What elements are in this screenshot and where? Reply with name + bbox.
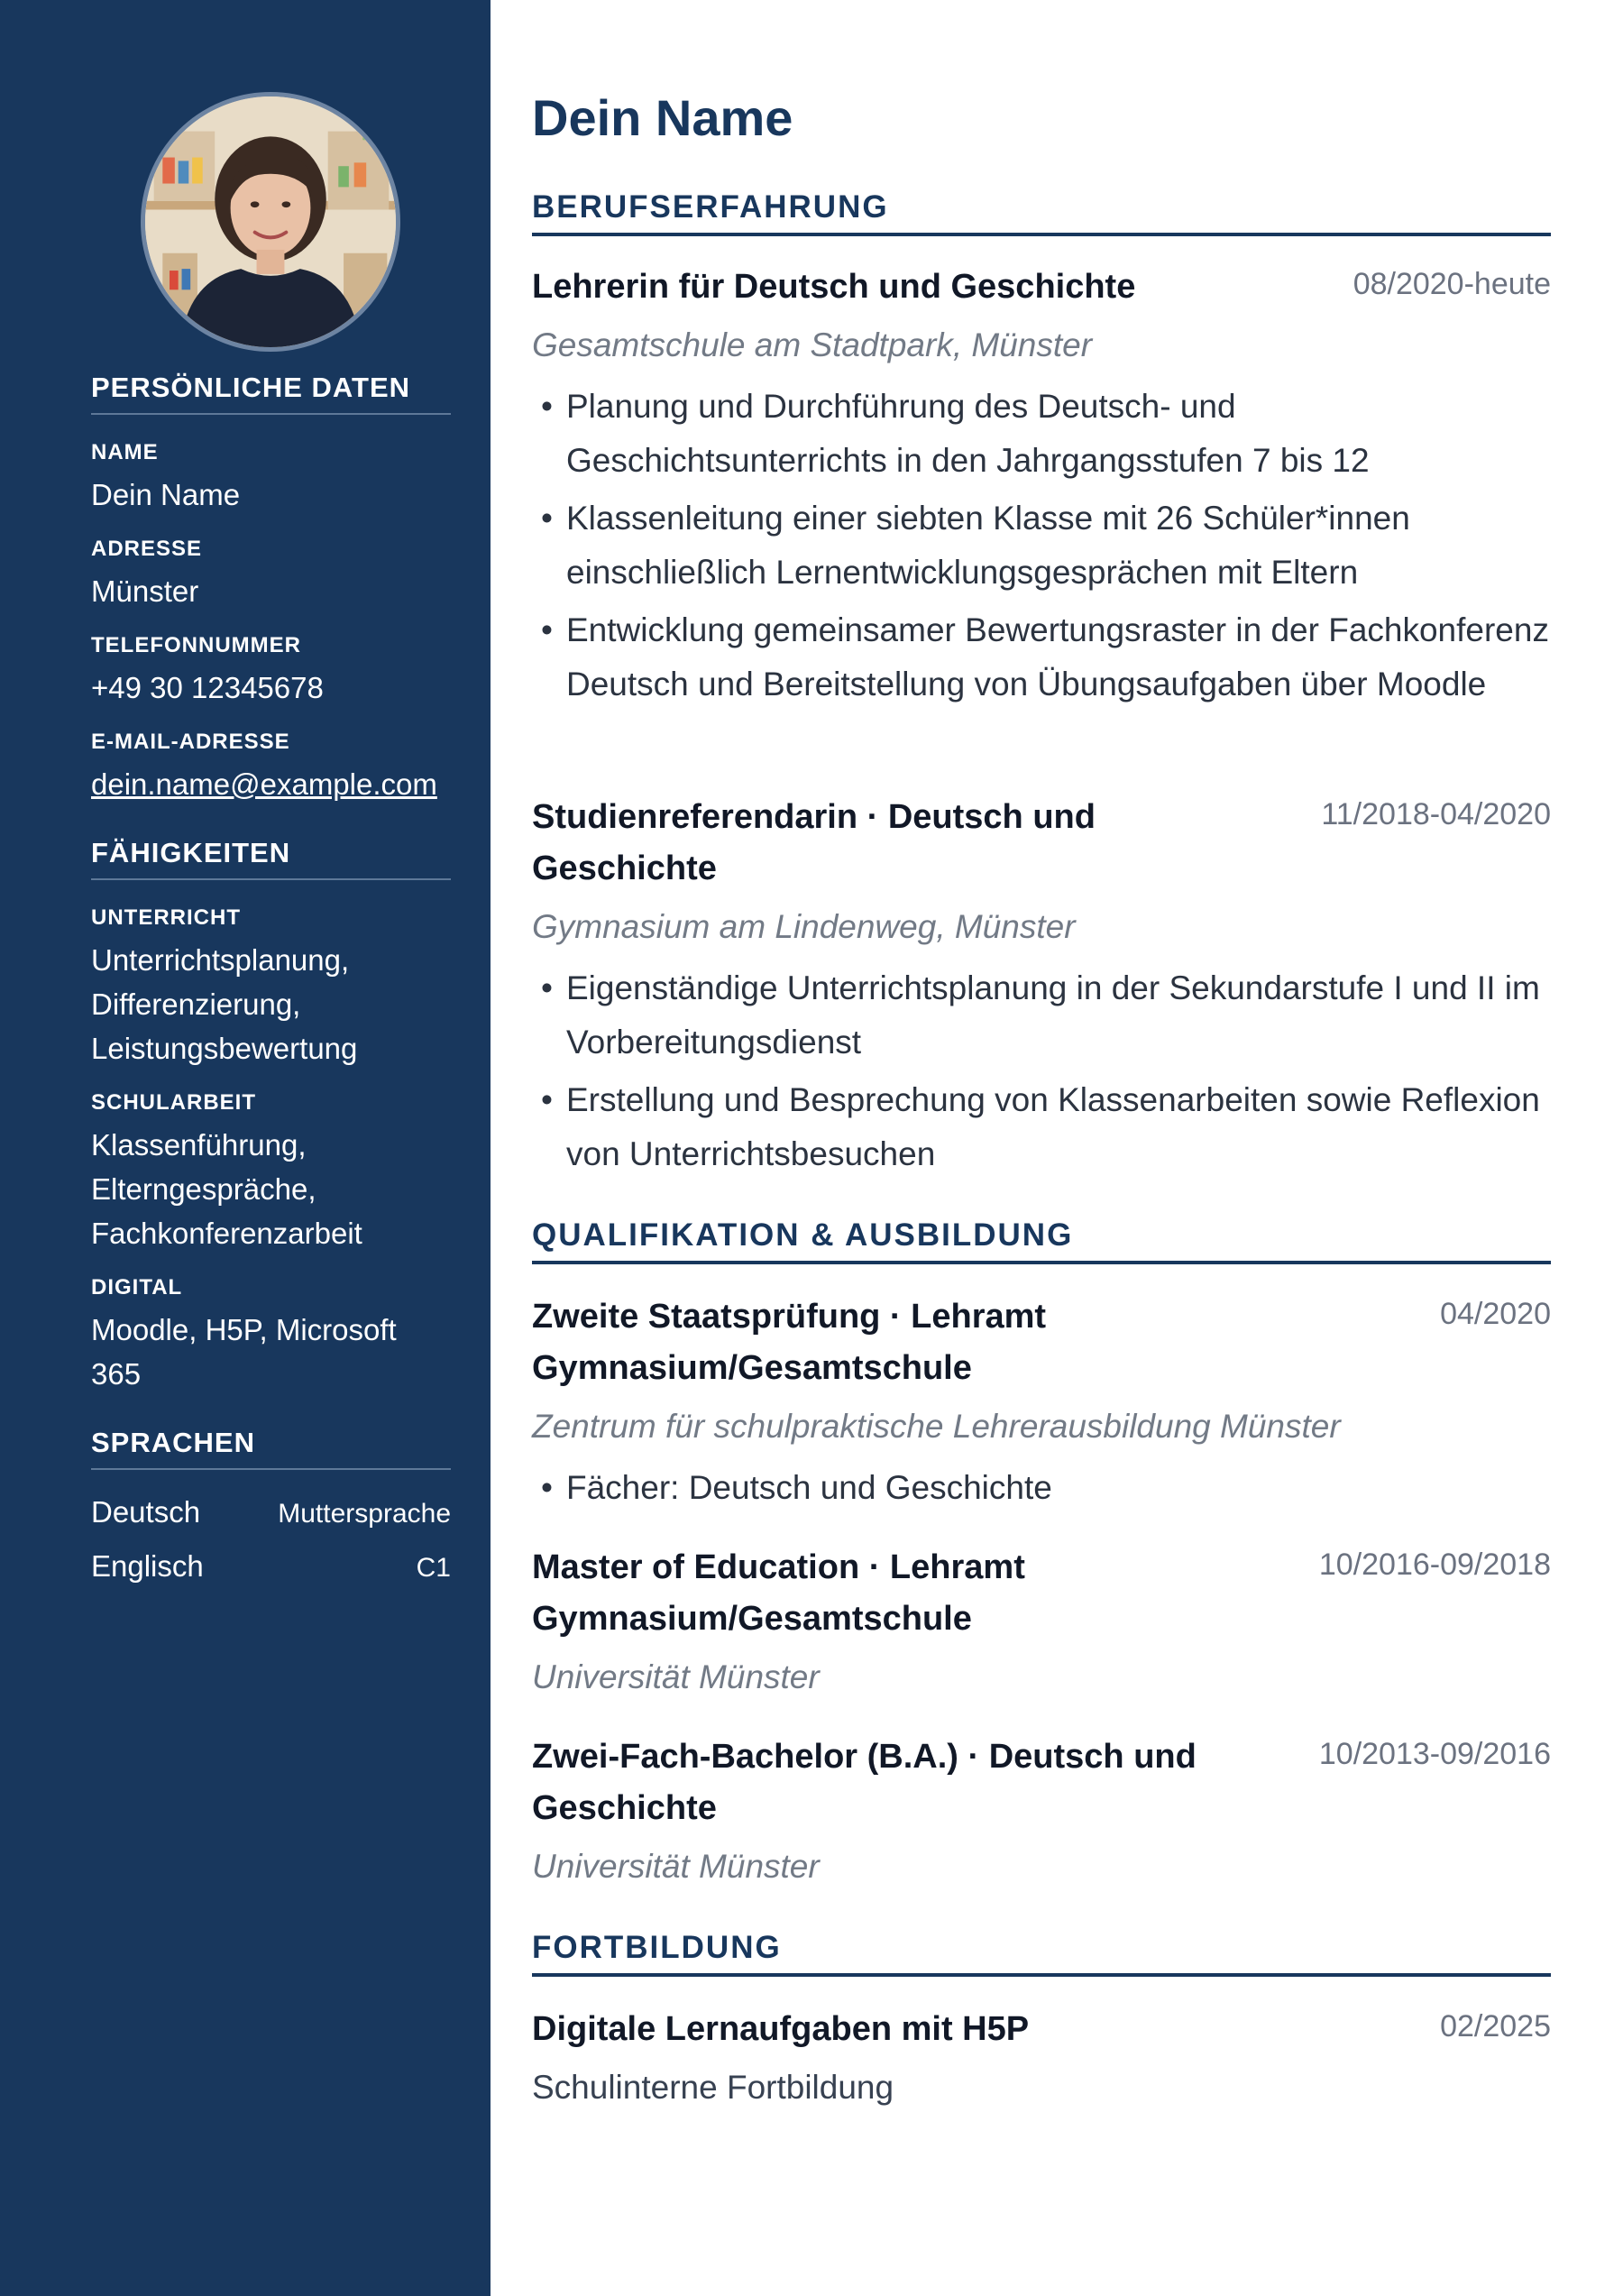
phone-value: +49 30 12345678 xyxy=(91,671,324,704)
language-level: C1 xyxy=(416,1553,451,1583)
education-entry xyxy=(532,1542,1551,1701)
entry-title: Zwei-Fach-Bachelor (B.A.) · Deutsch und Geschichte xyxy=(532,1738,1197,1827)
name-block xyxy=(91,440,451,517)
address-block xyxy=(91,537,451,613)
address-value: Münster xyxy=(91,574,199,608)
page-title: Dein Name xyxy=(532,89,793,146)
skills-heading: FÄHIGKEITEN xyxy=(91,837,451,880)
language-name: Englisch xyxy=(91,1549,204,1583)
languages-heading: SPRACHEN xyxy=(91,1427,451,1470)
language-level: Muttersprache xyxy=(278,1499,451,1529)
skill-block xyxy=(91,1275,451,1396)
entry-organization: Gymnasium am Lindenweg, Münster xyxy=(532,908,1076,945)
entry-bullets xyxy=(532,1461,1551,1515)
personal-data-section xyxy=(91,372,451,806)
entry-organization: Zentrum für schulpraktische Lehrerausbildung Münster xyxy=(532,1408,1341,1445)
phone-block xyxy=(91,633,451,710)
education-heading: QUALIFIKATION & AUSBILDUNG xyxy=(532,1217,1551,1264)
entry-title: Lehrerin für Deutsch und Geschichte xyxy=(532,268,1136,306)
skill-value: Unterrichtsplanung, Differenzierung, Leistungsbewertung xyxy=(91,943,358,1065)
entry-title: Studienreferendarin · Deutsch und Geschichte xyxy=(532,798,1096,887)
experience-entry xyxy=(532,792,1551,1185)
entry-bullets xyxy=(532,380,1551,712)
language-row xyxy=(91,1495,451,1529)
bullet-item: • Erstellung und Besprechung von Klassenarbeiten sowie Reflexion von Unterrichtsbesuchen xyxy=(532,1073,1551,1181)
language-name: Deutsch xyxy=(91,1495,201,1529)
training-entry xyxy=(532,2004,1551,2111)
skill-label: DIGITAL xyxy=(91,1275,183,1300)
entry-date: 04/2020 xyxy=(1440,1297,1551,1331)
bullet-item: • Fächer: Deutsch und Geschichte xyxy=(532,1461,1551,1515)
entry-organization: Universität Münster xyxy=(532,1848,820,1885)
entry-header xyxy=(532,1542,1551,1645)
entry-header xyxy=(532,1731,1551,1834)
email-link[interactable]: dein.name@example.com xyxy=(91,767,437,801)
entry-date: 10/2013-09/2016 xyxy=(1318,1737,1551,1771)
entry-header xyxy=(532,262,1551,313)
entry-header xyxy=(532,1291,1551,1394)
entry-date: 10/2016-09/2018 xyxy=(1318,1548,1551,1582)
email-value-wrap xyxy=(91,762,451,806)
experience-heading: BERUFSERFAHRUNG xyxy=(532,189,1551,236)
address-label: ADRESSE xyxy=(91,537,203,561)
bullet-item: • Eigenständige Unterrichtsplanung in der Sekundarstufe I und II im Vorbereitungsdienst xyxy=(532,961,1551,1070)
entry-date: 02/2025 xyxy=(1440,2009,1551,2043)
entry-title: Digitale Lernaufgaben mit H5P xyxy=(532,2010,1030,2048)
skill-label: UNTERRICHT xyxy=(91,905,241,930)
profile-photo-image xyxy=(145,96,396,347)
entry-bullets xyxy=(532,961,1551,1181)
bullet-item: • Planung und Durchführung des Deutsch- und Geschichtsunterrichts in den Jahrgangsstufen 7 bis 12 xyxy=(532,380,1551,488)
entry-title: Zweite Staatsprüfung · Lehramt Gymnasium/Gesamtschule xyxy=(532,1298,1047,1387)
training-heading: FORTBILDUNG xyxy=(532,1930,1551,1977)
entry-date: 11/2018-04/2020 xyxy=(1321,797,1551,831)
email-block xyxy=(91,730,451,806)
bullet-item: • Entwicklung gemeinsamer Bewertungsraster in der Fachkonferenz Deutsch und Bereitstellung von Übungsaufgaben über Moodle xyxy=(532,603,1551,712)
sidebar xyxy=(0,0,491,2296)
entry-title: Master of Education · Lehramt Gymnasium/Gesamtschule xyxy=(532,1548,1025,1638)
bullet-item: • Klassenleitung einer siebten Klasse mit 26 Schüler*innen einschließlich Lernentwicklungsgesprächen mit Eltern xyxy=(532,491,1551,600)
education-entry xyxy=(532,1291,1551,1519)
entry-date: 08/2020-heute xyxy=(1352,267,1551,301)
skill-value: Klassenführung, Elterngespräche, Fachkonferenzarbeit xyxy=(91,1128,362,1250)
entry-header xyxy=(532,2004,1551,2055)
email-label: E-MAIL-ADRESSE xyxy=(91,730,290,754)
skill-block xyxy=(91,1090,451,1255)
experience-entry xyxy=(532,262,1551,715)
education-entry xyxy=(532,1731,1551,1890)
entry-organization: Universität Münster xyxy=(532,1658,820,1695)
entry-header xyxy=(532,792,1551,895)
name-value: Dein Name xyxy=(91,478,241,511)
entry-organization: Gesamtschule am Stadtpark, Münster xyxy=(532,326,1093,363)
entry-organization: Schulinterne Fortbildung xyxy=(532,2069,894,2106)
name-label: NAME xyxy=(91,440,159,464)
phone-label: TELEFONNUMMER xyxy=(91,633,301,657)
personal-data-heading: PERSÖNLICHE DATEN xyxy=(91,372,451,415)
skill-value: Moodle, H5P, Microsoft 365 xyxy=(91,1313,397,1391)
languages-section xyxy=(91,1427,451,1584)
language-row xyxy=(91,1549,451,1584)
skill-label: SCHULARBEIT xyxy=(91,1090,256,1115)
sidebar-sections xyxy=(91,372,451,1614)
profile-photo xyxy=(141,92,400,352)
skill-block xyxy=(91,905,451,1070)
skills-section xyxy=(91,837,451,1396)
